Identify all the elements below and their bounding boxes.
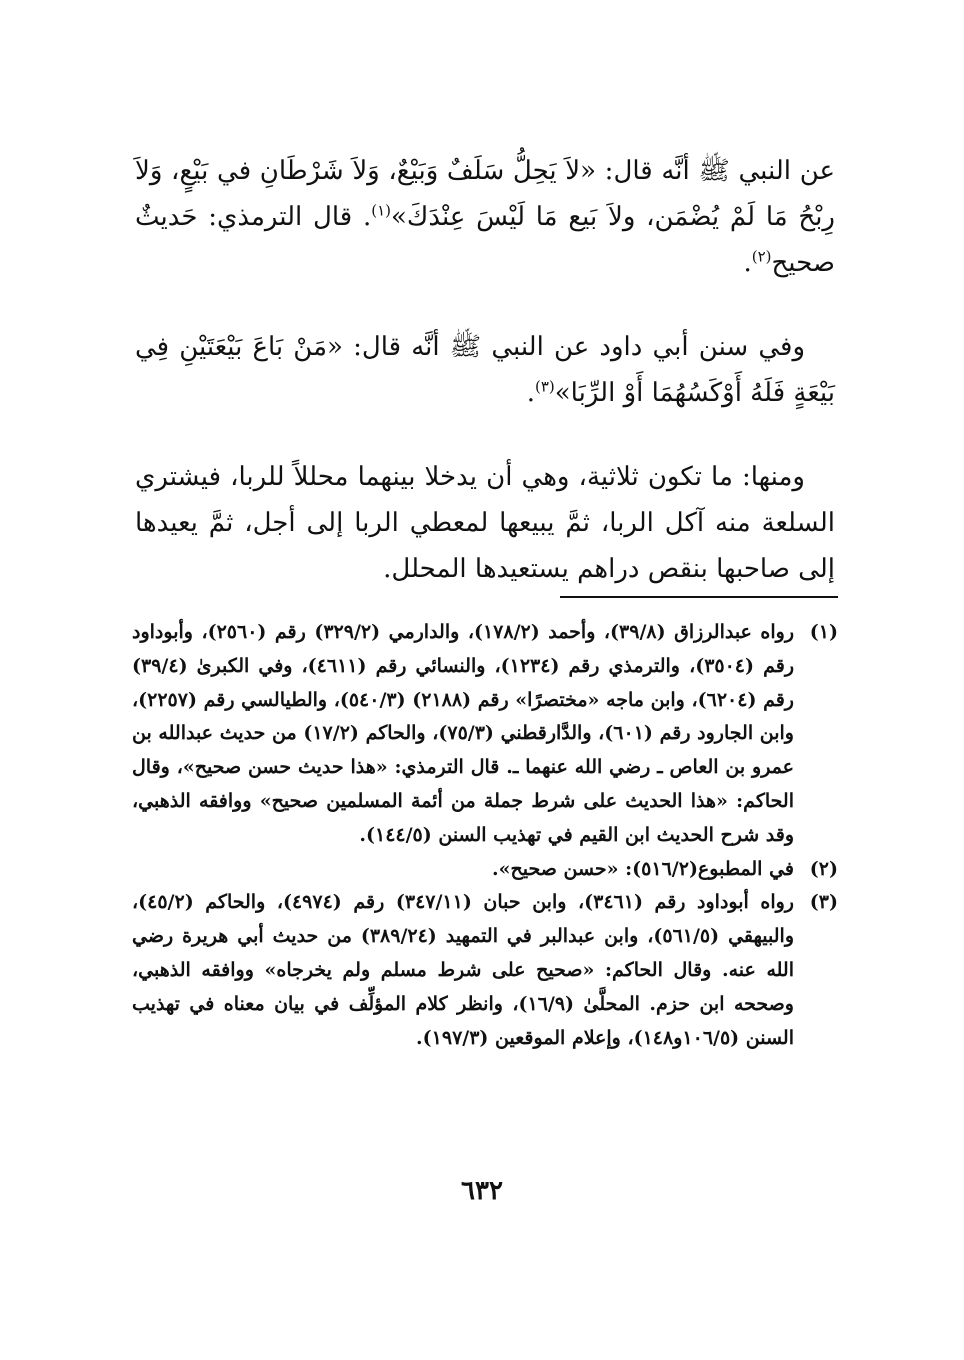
footnote-separator: [560, 596, 838, 598]
footnote-number: (٢): [809, 857, 838, 880]
main-body: [135, 148, 835, 630]
footnote-text: في المطبوع(٥١٦/٢): «حسن صحيح».: [492, 857, 794, 880]
footnote-ref-1: (١): [371, 201, 392, 220]
footnote-ref-3: (٣): [534, 377, 555, 396]
page-number: ٦٣٢: [461, 1176, 503, 1206]
footnote-ref-2: (٢): [751, 247, 772, 266]
paragraph-3: [135, 454, 835, 592]
footnote-3: [132, 886, 838, 1055]
footnotes: [132, 616, 838, 1055]
paragraph-1-text: عن النبي ﷺ أنَّه قال: «لاَ يَحِلُّ سَلَفٌ وَبَيْعٌ، وَلاَ شَرْطَانِ في بَيْعٍ، وَلاَ رِبْحُ مَا لَمْ يُضْمَن، ولاَ بَيع مَا لَيْسَ عِنْدَكَ»: [135, 156, 835, 232]
footnote-number: (١): [809, 621, 838, 643]
paragraph-1-end: .: [743, 248, 752, 278]
footnote-number: (٣): [809, 891, 838, 914]
footnote-1: [132, 616, 838, 853]
paragraph-2-end: .: [526, 378, 535, 408]
paragraph-1-tail: . قال الترمذي: حَديثٌ صحيح: [135, 202, 835, 278]
footnote-text: رواه أبوداود رقم (٣٤٦١)، وابن حبان (٣٤٧/١١) رقم (٤٩٧٤)، والحاكم (٤٥/٢)، والبيهقي (٥٦١/٥)، وابن عبدالبر في التمهيد (٣٨٩/٢٤) من حديث أبي هريرة رضي الله عنه. وقال الحاكم: «صحيح على شرط مسلم ولم يخرجاه» ووافقه الذهبي، وصححه ابن حزم. المحلَّىٰ (١٦/٩)، وانظر كلام المؤلِّف في بيان معناه في تهذيب السنن (١٠٦/٥و١٤٨)، وإعلام الموقعين (١٩٧/٣).: [132, 891, 794, 1049]
paragraph-3-text: ومنها: ما تكون ثلاثية، وهي أن يدخلا بينهما محللاً للربا، فيشتري السلعة منه آكل الربا، ثمَّ يبيعها لمعطي الربا إلى أجل، ثمَّ يعيدها إلى صاحبها بنقص دراهم يستعيدها المحلل.: [135, 462, 835, 584]
footnote-text: رواه عبدالرزاق (٣٩/٨)، وأحمد (١٧٨/٢)، والدارمي (٣٢٩/٢) رقم (٢٥٦٠)، وأبوداود رقم (٣٥٠٤)، والترمذي رقم (١٢٣٤)، والنسائي رقم (٤٦١١)، وفي الكبرىٰ (٣٩/٤) رقم (٦٢٠٤)، وابن ماجه «مختصرًا» رقم (٢١٨٨) (٥٤٠/٣)، والطيالسي رقم (٢٢٥٧)، وابن الجارود رقم (٦٠١)، والدَّارقطني (٧٥/٣)، والحاكم (١٧/٢) من حديث عبدالله بن عمرو بن العاص ـ رضي الله عنهما ـ. قال الترمذي: «هذا حديث حسن صحيح»، وقال الحاكم: «هذا الحديث على شرط جملة من أئمة المسلمين صحيح» ووافقه الذهبي، وقد شرح الحديث ابن القيم في تهذيب السنن (١٤٤/٥).: [132, 621, 794, 846]
paragraph-2-text: وفي سنن أبي داود عن النبي ﷺ أنَّه قال: «مَنْ بَاعَ بَيْعَتَيْنِ فِي بَيْعَةٍ فَلَهُ أَوْكَسُهُمَا أَوْ الرِّبَا»: [135, 332, 835, 408]
paragraph-2: [135, 324, 835, 416]
paragraph-1: [135, 148, 835, 286]
footnote-2: [132, 853, 838, 887]
